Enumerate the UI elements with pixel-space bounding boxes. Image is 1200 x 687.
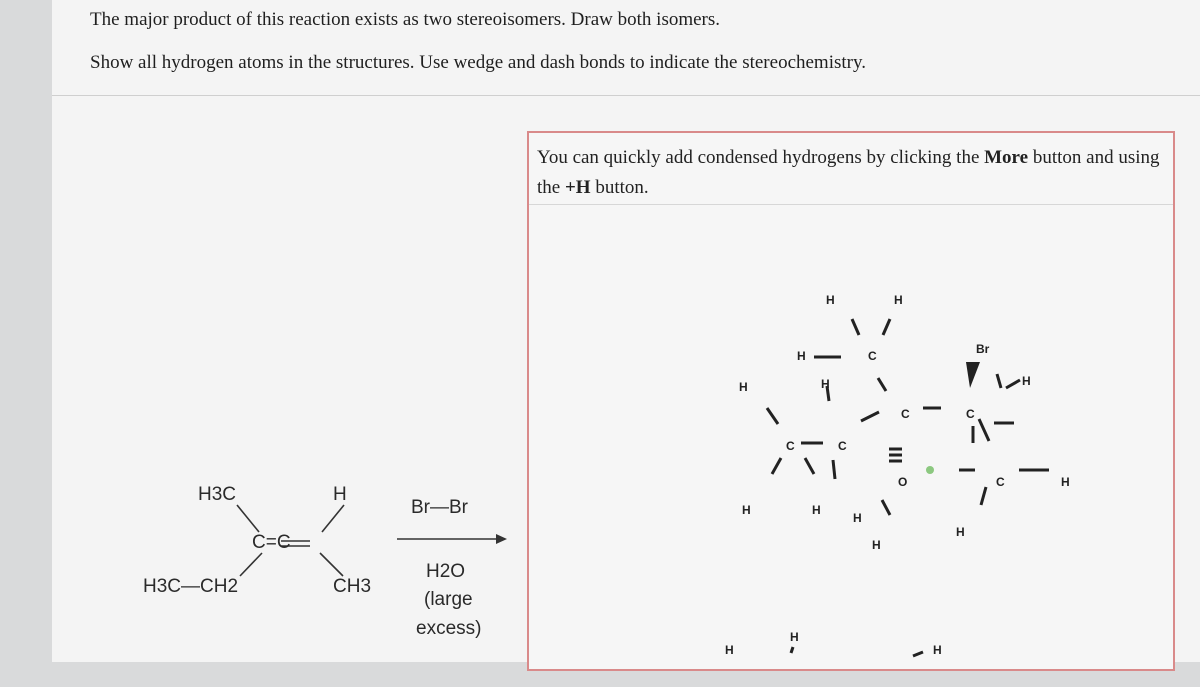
- atom-h[interactable]: H: [1061, 475, 1070, 489]
- substrate-methyl: CH3: [333, 576, 372, 597]
- atom-h[interactable]: H: [826, 293, 835, 307]
- atom-h[interactable]: H: [1022, 374, 1031, 388]
- atom-h[interactable]: H: [956, 525, 965, 539]
- reagent-excess: excess): [416, 618, 482, 639]
- atom-h[interactable]: H: [853, 511, 862, 525]
- atom-h[interactable]: H: [812, 503, 821, 517]
- atom-h[interactable]: H: [725, 643, 734, 657]
- atom-c[interactable]: C: [996, 475, 1005, 489]
- reaction-scheme: [0, 0, 520, 687]
- atom-o[interactable]: O: [898, 475, 908, 489]
- reagent-bromine: Br—Br: [411, 497, 468, 518]
- atom-c[interactable]: C: [966, 407, 975, 421]
- atom-h[interactable]: H: [821, 377, 830, 391]
- hint-mid: button and using the: [537, 147, 1160, 198]
- atom-br[interactable]: Br: [976, 342, 990, 356]
- instruction-line-1: The major product of this reaction exists as two stereoisomers. Draw both isomers.: [90, 9, 721, 30]
- hint-more-button-label: More: [984, 147, 1029, 168]
- substrate-h-top: H: [333, 484, 347, 505]
- hint-suffix: button.: [590, 177, 649, 198]
- atom-h[interactable]: H: [739, 380, 748, 394]
- atom-c[interactable]: C: [838, 439, 847, 453]
- atom-c[interactable]: C: [786, 439, 795, 453]
- atom-c[interactable]: C: [868, 349, 877, 363]
- instruction-line-2: Show all hydrogen atoms in the structures. Use wedge and dash bonds to indicate the stereochemistry.: [90, 52, 867, 73]
- drawing-canvas[interactable]: [527, 131, 1175, 671]
- atom-h[interactable]: H: [790, 630, 799, 644]
- atom-h[interactable]: H: [797, 349, 806, 363]
- reagent-water: H2O: [426, 561, 466, 582]
- hint-prefix: You can quickly add condensed hydrogens by clicking the: [537, 147, 985, 168]
- substrate-h3c-top: H3C: [198, 484, 237, 505]
- atom-h[interactable]: H: [933, 643, 942, 657]
- substrate-alkene: C=C: [252, 532, 291, 553]
- drawn-structure-bonds: [529, 133, 1177, 673]
- atom-h[interactable]: H: [894, 293, 903, 307]
- atom-h[interactable]: H: [742, 503, 751, 517]
- substrate-bonds: [0, 0, 520, 687]
- atom-h[interactable]: H: [872, 538, 881, 552]
- reagent-large: (large: [424, 589, 473, 610]
- hint-plus-h-label: +H: [564, 177, 591, 198]
- atom-c[interactable]: C: [901, 407, 910, 421]
- substrate-ethyl: H3C—CH2: [143, 576, 239, 597]
